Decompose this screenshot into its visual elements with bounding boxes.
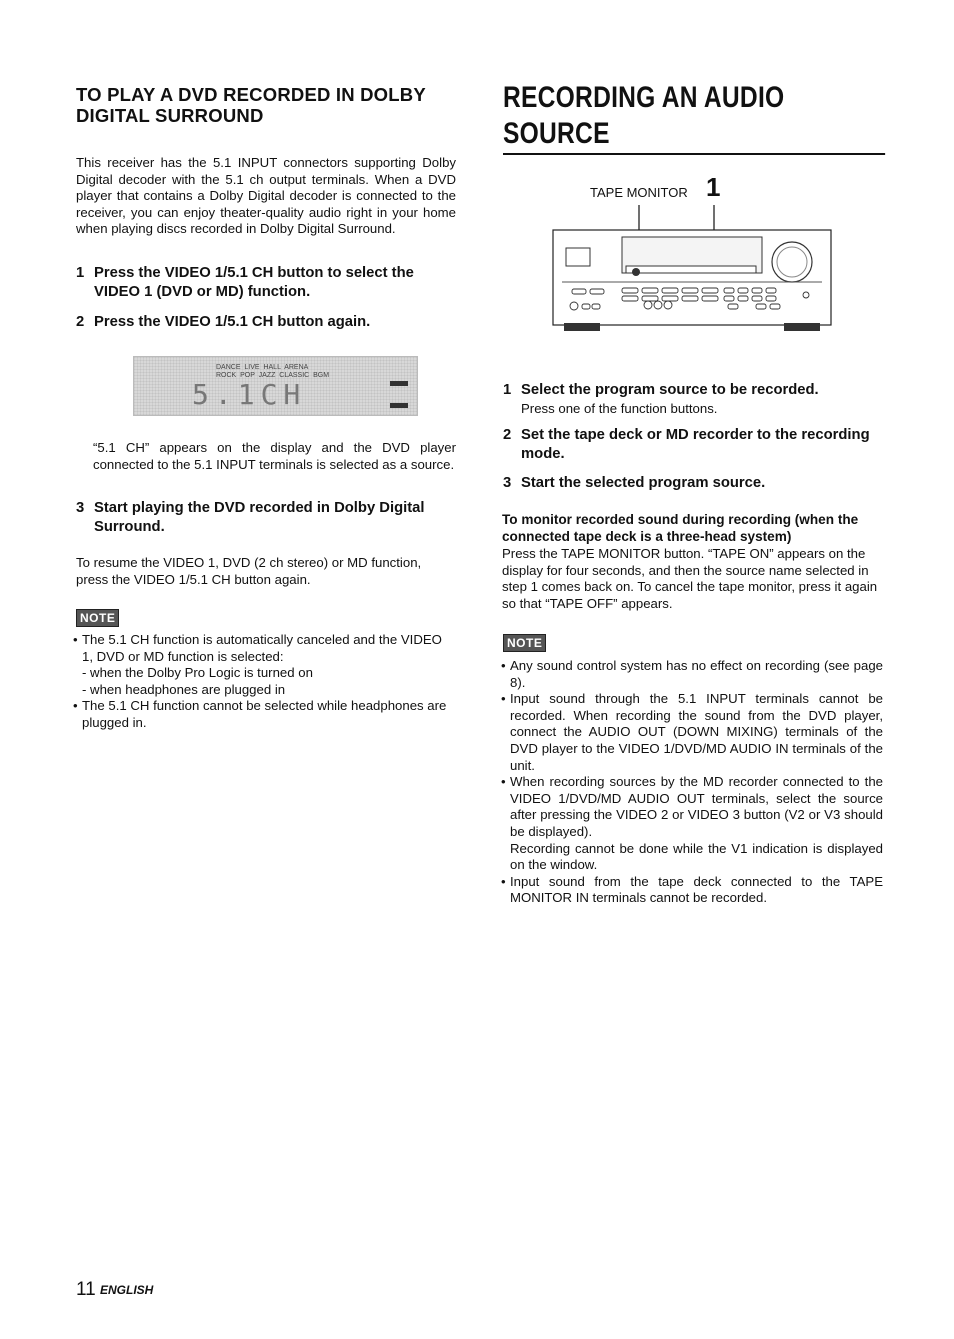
step-number: 1 xyxy=(503,382,512,398)
step-text: Start the selected program source. xyxy=(521,475,766,491)
list-item: • Input sound from the tape deck connected to the TAPE MONITOR IN terminals cannot be recorded. xyxy=(501,874,883,907)
step-text: Press the VIDEO 1/5.1 CH button again. xyxy=(94,314,371,330)
display-mode-labels-top: DANCE LIVE HALL ARENA xyxy=(216,364,309,371)
resume-paragraph: To resume the VIDEO 1, DVD (2 ch stereo) or MD function, press the VIDEO 1/5.1 CH button again. xyxy=(76,555,422,587)
step-number: 3 xyxy=(503,475,512,491)
step-number: 1 xyxy=(76,265,85,281)
display-indicator-icon xyxy=(390,403,408,408)
list-item: - when the Dolby Pro Logic is turned on xyxy=(82,665,313,681)
step-1-subtext: Press one of the function buttons. xyxy=(521,401,718,416)
figure-label-tape-monitor: TAPE MONITOR xyxy=(590,185,688,200)
figure-callout-number: 1 xyxy=(706,172,721,202)
left-note-list xyxy=(73,632,456,732)
right-note-list xyxy=(501,658,883,907)
recording-step-1 xyxy=(503,381,885,400)
display-strip xyxy=(626,266,756,273)
power-button-icon xyxy=(566,248,590,266)
section-heading-dvd: TO PLAY A DVD RECORDED IN DOLBY DIGITAL SURROUND xyxy=(76,84,426,126)
recording-step-3 xyxy=(503,474,885,493)
display-mode-labels-bottom: ROCK POP JAZZ CLASSIC BGM xyxy=(216,372,330,379)
list-item: • Input sound through the 5.1 INPUT terminals cannot be recorded. When recording the sound from the DVD player, connect the AUDIO OUT (DOWN MIXING) terminals of the DVD player to the VIDEO 1/DVD/MD AUDIO IN terminals of the unit. xyxy=(501,691,883,774)
list-item: - when headphones are plugged in xyxy=(82,681,286,697)
section-heading-recording: RECORDING AN AUDIO SOURCE xyxy=(503,80,885,155)
step-text: Start playing the DVD recorded in Dolby Digital Surround. xyxy=(94,500,425,535)
step-1 xyxy=(76,264,456,302)
note-label: NOTE xyxy=(76,609,119,627)
receiver-front-panel-illustration xyxy=(552,200,834,338)
list-item: • The 5.1 CH function cannot be selected while headphones are plugged in. xyxy=(73,698,456,731)
display-panel-illustration xyxy=(133,356,418,416)
note-badge xyxy=(76,609,119,627)
receiver-foot xyxy=(784,323,820,331)
intro-paragraph: This receiver has the 5.1 INPUT connectors supporting Dolby Digital decoder with the 5.1 ch output terminals. When a DVD player that contains a Dolby Digital decoder is connected to the receiver, you can enjoy theater-quality audio right in your home when playing discs recorded in Dolby Digital Surround. xyxy=(76,155,456,237)
list-item: • The 5.1 CH function is automatically canceled and the VIDEO 1, DVD or MD function is selected: xyxy=(73,632,456,665)
list-item: Recording cannot be done while the V1 indication is displayed on the window. xyxy=(510,840,883,873)
step-2 xyxy=(76,313,456,332)
note-label: NOTE xyxy=(503,634,546,652)
volume-knob-icon xyxy=(772,242,812,282)
list-item: • Any sound control system has no effect on recording (see page 8). xyxy=(501,658,883,691)
recording-step-2 xyxy=(503,426,885,464)
step-text: Select the program source to be recorded. xyxy=(521,382,819,398)
display-readout: 5.1CH xyxy=(192,378,307,411)
language-label: ENGLISH xyxy=(100,1283,154,1297)
list-item: • When recording sources by the MD recorder connected to the VIDEO 1/DVD/MD AUDIO OUT terminals, select the source after pressing the VIDEO 2 or VIDEO 3 button (V2 or V3 should be displayed). xyxy=(501,774,883,840)
tape-monitor-button-icon xyxy=(632,268,640,276)
monitor-subheading: To monitor recorded sound during recording (when the connected tape deck is a three-head system) xyxy=(502,512,859,544)
step-number: 3 xyxy=(76,500,85,516)
display-caption: “5.1 CH” appears on the display and the DVD player connected to the 5.1 INPUT terminals is selected as a source. xyxy=(93,440,456,472)
display-indicator-icon xyxy=(390,381,408,386)
step-text: Set the tape deck or MD recorder to the recording mode. xyxy=(521,427,870,462)
step-text: Press the VIDEO 1/5.1 CH button to select the VIDEO 1 (DVD or MD) function. xyxy=(94,265,414,300)
receiver-foot xyxy=(564,323,600,331)
note-badge xyxy=(503,634,546,652)
step-3 xyxy=(76,499,456,537)
monitor-paragraph: Press the TAPE MONITOR button. “TAPE ON” appears on the display for four seconds, and then the source name selected in step 1 comes back on. To cancel the tape monitor, press it again so that “TAPE OFF” appears. xyxy=(502,546,878,611)
page-number: 11 xyxy=(76,1279,96,1300)
step-number: 2 xyxy=(503,427,512,443)
step-number: 2 xyxy=(76,314,85,330)
